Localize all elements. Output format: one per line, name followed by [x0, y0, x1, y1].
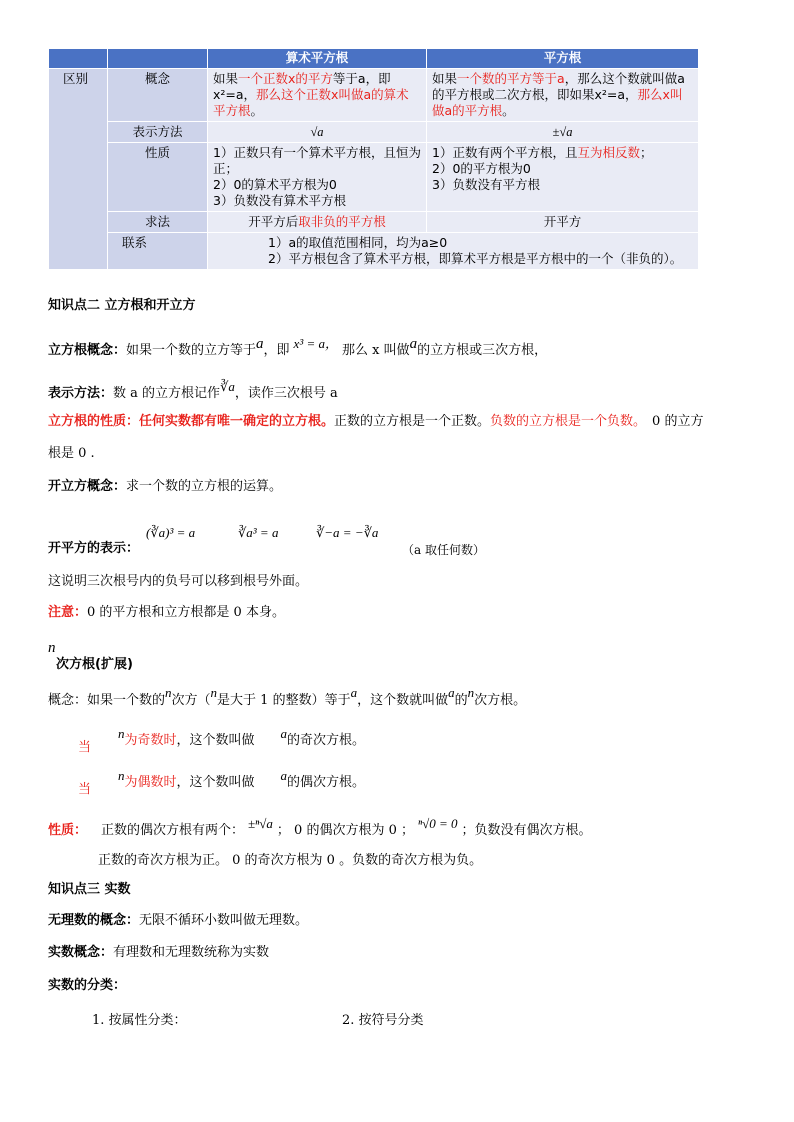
table-row	[49, 212, 699, 233]
text: 。	[502, 103, 515, 118]
difference-label: 区别	[63, 71, 89, 86]
method-label: 求法	[108, 212, 208, 233]
text: 的	[454, 693, 468, 708]
text-red: 互为相反数	[577, 145, 640, 160]
text: ；负数没有偶次方根。	[461, 823, 592, 838]
text: 如果一个数的	[87, 693, 166, 708]
text: 是大于 1 的整数）等于	[217, 693, 351, 708]
var-a: a	[280, 768, 288, 783]
text: x²=a，	[213, 87, 257, 102]
odd-when: 当	[78, 740, 92, 755]
prop-line: 3）负数没有算术平方根	[213, 193, 346, 208]
text-red: 为奇数时	[124, 733, 177, 748]
table-header-row	[49, 49, 699, 69]
text: ，这个数叫做	[176, 733, 255, 748]
text: 的立方根或三次方根，	[417, 343, 548, 358]
real-concept	[48, 944, 269, 962]
var-n: n	[467, 685, 475, 700]
text: 正数的偶次方根有两个：	[101, 823, 245, 838]
row-label-difference	[49, 69, 108, 270]
text: 1）正数有两个平方根，且	[432, 145, 578, 160]
text: ，即	[263, 343, 290, 358]
text-red: 那么x叫做a的平方根	[432, 87, 683, 118]
text: 的奇次方根。	[287, 733, 366, 748]
header-cell	[49, 49, 108, 69]
text: 无限不循环小数叫做无理数。	[139, 913, 309, 928]
note-neg-sign: 这说明三次根号内的负号可以移到根号外面。	[48, 574, 309, 589]
nth-title-var: n	[48, 640, 56, 656]
expr-3: ∛−a = −∛a	[316, 525, 379, 540]
text: 正数的立方根是一个正数。	[334, 414, 491, 429]
text: ，读作三次根号 a	[234, 386, 338, 401]
text: 求一个数的立方根的运算。	[126, 479, 283, 494]
class-by-property: 1. 按属性分类：	[92, 1013, 187, 1028]
text: 有理数和无理数统称为实数	[113, 945, 270, 960]
cube-root-symbol: ∛a	[220, 379, 235, 394]
var-n: n	[165, 685, 172, 700]
label: 性质：	[48, 823, 88, 838]
table-row	[49, 143, 699, 212]
var-a: a	[350, 685, 358, 700]
text: 开平方后	[248, 214, 299, 229]
comparison-table	[48, 48, 699, 270]
label: 实数概念：	[48, 945, 114, 960]
text: 次方（	[171, 693, 211, 708]
expr-2: ∛a³ = a	[238, 525, 279, 540]
nth-root-zero-symbol: ⁿ√0 = 0	[417, 816, 458, 831]
prop-line	[432, 145, 693, 161]
prop-line: 2）0的算术平方根为0	[213, 177, 337, 192]
expr-label: 开平方的表示：	[48, 541, 140, 556]
text: ；	[639, 145, 653, 160]
text-red: 负数的立方根是一个负数。	[490, 414, 647, 429]
pm-sqrt-a-symbol: ±√a	[552, 125, 573, 139]
concept-arith	[208, 69, 427, 122]
text: 次方根。	[474, 693, 527, 708]
irrational-concept	[48, 912, 308, 930]
var-n: n	[118, 768, 125, 783]
odd-line	[118, 726, 366, 748]
class-by-sign: 2. 按符号分类	[342, 1013, 424, 1028]
text-red: 取非负的平方根	[298, 214, 386, 229]
var-n: n	[118, 726, 125, 741]
nth-title: 次方根(扩展)	[56, 657, 133, 672]
section-title-kp3: 知识点三 实数	[48, 882, 131, 897]
var-a: a	[448, 685, 455, 700]
text: ，这个数就叫做	[357, 693, 449, 708]
header-cell	[108, 49, 208, 69]
var-n: n	[210, 685, 218, 700]
equation: x³ = a，	[293, 336, 338, 351]
cube-root-property-cont: 根是 0 .	[48, 446, 95, 461]
row-label-relation: 联系	[108, 233, 208, 270]
prop-line: 3）负数没有平方根	[432, 177, 540, 192]
header-arith-root: 算术平方根	[208, 49, 427, 69]
expr-note: （a 取任何数）	[402, 543, 485, 557]
label: 立方根概念：	[48, 343, 127, 358]
sqrt-a-symbol: √a	[310, 125, 324, 139]
text: 那么 x 叫做	[342, 343, 410, 358]
even-line	[118, 768, 366, 790]
table-row	[49, 233, 699, 270]
text: 如果一个数的立方等于	[126, 343, 257, 358]
text-red: 一个正数x的平方	[238, 71, 333, 86]
repr-label: 表示方法	[108, 122, 208, 143]
text: 的偶次方根。	[287, 775, 366, 790]
prop-line: 1）正数只有一个算术平方根，且恒为正；	[213, 145, 421, 176]
prop-line: 2）0的平方根为0	[432, 161, 531, 176]
var-a: a	[256, 336, 264, 352]
text: 如果	[213, 71, 239, 86]
prop-arith	[208, 143, 427, 212]
repr-square	[427, 122, 699, 143]
var-a: a	[409, 336, 418, 352]
relation-line: 2）平方根包含了算术平方根，即算术平方根是平方根中的一个（非负的）。	[268, 251, 683, 266]
table-row	[49, 122, 699, 143]
expr-1: (∛a)³ = a	[146, 525, 196, 540]
open-cube-concept	[48, 478, 282, 496]
nth-property-line2: 正数的奇次方根为正。 0 的奇次方根为 0 。负数的奇次方根为负。	[98, 853, 483, 868]
nth-property	[48, 816, 592, 840]
pm-nth-root-symbol: ±ⁿ√a	[248, 816, 273, 831]
text: 数 a 的立方根记作	[113, 386, 221, 401]
nth-concept	[48, 685, 527, 710]
attention	[48, 604, 285, 622]
relation-cell	[208, 233, 699, 270]
label: 概念：	[48, 693, 88, 708]
table-row	[49, 69, 699, 122]
text: ，这个数叫做	[176, 775, 255, 790]
text: 0 的平方根和立方根都是 0 本身。	[87, 605, 285, 620]
cube-root-property	[48, 413, 703, 431]
concept-square	[427, 69, 699, 122]
method-square: 开平方	[427, 212, 699, 233]
real-classification-label: 实数的分类：	[48, 978, 127, 993]
text-red: 那么这个正数x叫做a的算术平方根	[213, 87, 409, 118]
text: 等于a，即	[332, 71, 391, 86]
cube-root-repr	[48, 379, 338, 403]
text: ； 0 的偶次方根为 0 ；	[276, 823, 414, 838]
label: 注意：	[48, 605, 88, 620]
section-title-kp2: 知识点二 立方根和开立方	[48, 298, 196, 313]
label: 表示方法：	[48, 386, 114, 401]
text-red: 为偶数时	[124, 775, 177, 790]
relation-line: 1）a的取值范围相同，均为a≥0	[268, 235, 448, 250]
method-arith	[208, 212, 427, 233]
cube-root-concept	[48, 336, 548, 360]
concept-label: 概念	[108, 69, 208, 122]
prop-square	[427, 143, 699, 212]
repr-arith	[208, 122, 427, 143]
text-red: 一个数的平方等于a	[457, 71, 565, 86]
even-when: 当	[78, 782, 92, 797]
prop-label: 性质	[108, 143, 208, 212]
text: 0 的立方	[652, 414, 704, 429]
text: 如果	[432, 71, 458, 86]
label: 立方根的性质：任何实数都有唯一确定的立方根。	[48, 414, 335, 429]
label: 无理数的概念：	[48, 913, 140, 928]
text: 。	[250, 103, 264, 118]
label: 开立方概念：	[48, 479, 127, 494]
text: ，那么这个数就叫做a的平方根或二次方根，即如果x²=a，	[432, 71, 685, 102]
var-a: a	[280, 726, 288, 741]
header-square-root: 平方根	[427, 49, 699, 69]
